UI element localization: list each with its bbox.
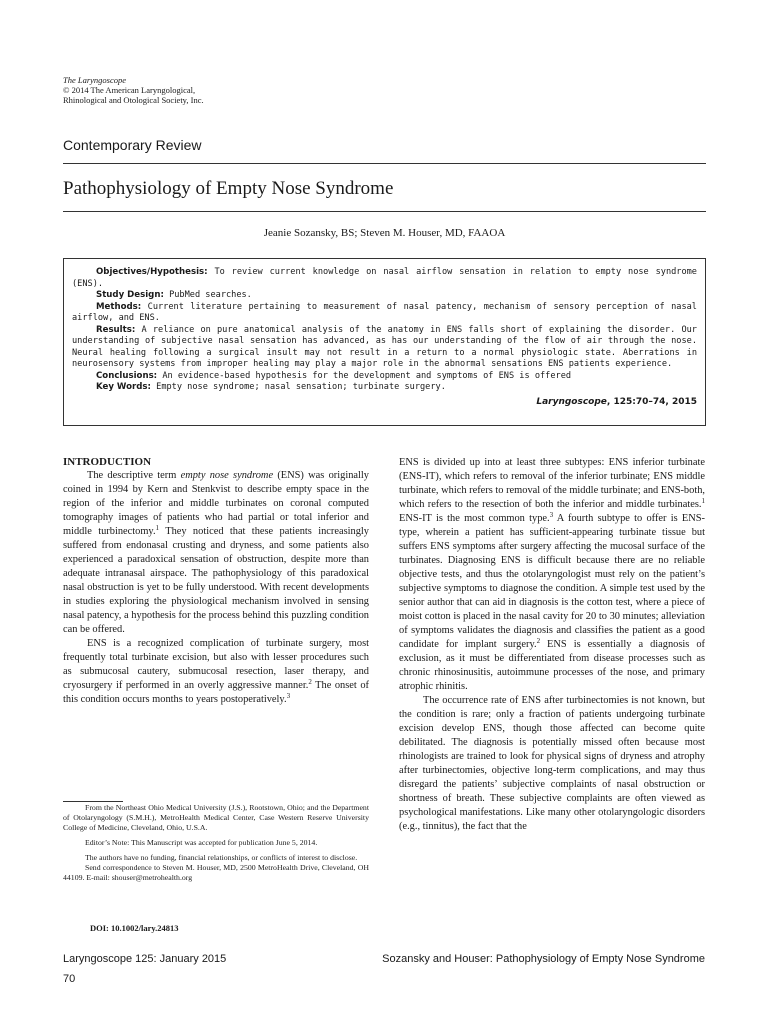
term-emphasis: empty nose syndrome (180, 470, 274, 481)
conclusions-text: An evidence-based hypothesis for the development and symptoms of ENS is offered (162, 370, 572, 381)
left-column (63, 455, 369, 707)
footnote-editor-note: Editor’s Note: This Manuscript was accepted for publication June 5, 2014. (85, 838, 318, 847)
citation-journal: Laryngoscope (536, 396, 607, 407)
keywords-text: Empty nose syndrome; nasal sensation; turbinate surgery. (156, 382, 446, 392)
results-label: Results: (96, 324, 136, 335)
right-column (399, 456, 705, 834)
text-run: ENS-IT is the most common type. (399, 513, 550, 524)
footnote-funding: The authors have no funding, financial relationships, or conflicts of interest to disclose. (85, 853, 358, 862)
author-list: Jeanie Sozansky, BS; Steven M. Houser, MD, FAAOA (263, 227, 506, 239)
keywords-label: Key Words: (96, 382, 151, 392)
intro-paragraph-1 (63, 469, 369, 637)
introduction-heading: INTRODUCTION (63, 456, 152, 468)
article-title: Pathophysiology of Empty Nose Syndrome (63, 178, 394, 199)
text-run: The descriptive term (87, 470, 181, 481)
citation-details: , 125:70–74, 2015 (606, 396, 697, 407)
text-run: They noticed that these patients increasingly suffered from endonasal crusting and dryness, and some patients also experienced a paradoxical sensation of obstruction, despite more than adequate intranasal airspace. The pathophysiology of this paradoxical nasal obstruction is yet to be fully understood. With recent developments in studies exploring the physiological mechanism involved in sensing nasal patency, a hypothesis for the process behind this puzzling condition can be offered. (63, 526, 369, 635)
objectives-label: Objectives/Hypothesis: (96, 267, 208, 277)
conclusions-label: Conclusions: (96, 370, 158, 381)
citation (72, 397, 697, 409)
footer-journal-issue: Laryngoscope 125: January 2015 (63, 953, 227, 965)
reference-marker: 2 (308, 678, 312, 686)
text-run: The onset of this condition occurs months to years postoperatively. (63, 680, 369, 705)
reference-marker: 1 (701, 497, 705, 505)
doi-link[interactable]: DOI: 10.1002/lary.24813 (90, 923, 179, 933)
methods-label: Methods: (96, 301, 142, 312)
results-text: A reliance on pure anatomical analysis of the anatomy in ENS falls short of explaining the disorder. Our understanding of subjective nasal sensation has advanced, as has our understanding of the flow of air through the nose. Neural healing following a surgical insult may not result in a return to a normal physiologic state. Aberrations in neurosensory systems from improper healing may play a major role in the abnormal sensations ENS patients experience. (72, 324, 697, 369)
reference-marker: 2 (536, 637, 541, 645)
reference-marker: 1 (155, 524, 160, 532)
society-line: Rhinological and Otological Society, Inc. (63, 95, 204, 105)
text-run: ENS is divided up into at least three subtypes: ENS inferior turbinate (ENS-IT), which refers to removal of the inferior turbinate; ENS middle turbinate, which refers to removal of the middle turbinate; and ENS-both, which refers to the resection of both the inferior and middle turbinates. (399, 457, 705, 510)
objectives-text: To review current knowledge on nasal airflow sensation in relation to empty nose syndrome (ENS). (72, 267, 697, 289)
page-number: 70 (63, 973, 76, 985)
text-run: ENS is essentially a diagnosis of exclusion, as it must be differentiated from disease processes such as chronic rhinosinusitis, autoimmune processes of the nose, and primary atrophic rhinitis. (399, 639, 705, 692)
text-run: A fourth subtype to offer is ENS-type, wherein a patient has sufficient-appearing turbinate tissue but suffers ENS symptoms after surgery affecting the mucosal surface of the turbinates. Diagnosing ENS is difficult because there are no reliable objective tests, and thus the otolaryngologist must rely on the patient’s subjective symptoms to diagnose the condition. A simple test used by the senior author that can aid in diagnosis is the cotton test, where a piece of moist cotton is placed in the nasal cavity for 20 to 30 minutes; alleviation of symptoms validates the diagnosis and classifies the patient as a good candidate for implant surgery. (399, 513, 705, 650)
intro-paragraph-2 (63, 637, 369, 707)
study-design-text: PubMed searches. (169, 290, 252, 300)
abstract (72, 267, 697, 408)
methods-text: Current literature pertaining to measurement of nasal patency, mechanism of sensory perception of nasal airflow, and ENS. (72, 301, 697, 323)
abstract-box (63, 258, 706, 426)
copyright-line: © 2014 The American Laryngological, (63, 85, 196, 95)
text-run: ENS is a recognized complication of turbinate surgery, most frequently total turbinate excision, but also with lesser procedures such as submucosal cautery, submucosal resection, laser therapy, and cryosurgery if performed in an overly aggressive manner. (63, 638, 369, 691)
footer-running-title: Sozansky and Houser: Pathophysiology of Empty Nose Syndrome (382, 953, 705, 965)
body-paragraph-2: The occurrence rate of ENS after turbinectomies is not known, but the condition is rare; only a fraction of patients undergoing turbinate excision develop ENS, though those affected can become quite debilitated. The diagnosis is potentially missed often because most rhinologists are trained to look for physical signs of dryness and atrophy after turbinectomies, objective long-term complications, and may thus disregard the patients’ subjective complaints of nasal obstruction or shortness of breath. These subjective complaints are often viewed as psychological manifestations. Like many other otolaryngologic disorders (e.g., tinnitus), the fact that the (399, 695, 705, 832)
footnote-correspondence: Send correspondence to Steven M. Houser, MD, 2500 MetroHealth Drive, Cleveland, OH 44109. E-mail: shouser@metrohealth.org (63, 863, 369, 882)
footnote-rule (63, 801, 123, 802)
title-top-rule (63, 163, 706, 164)
journal-name: The Laryngoscope (63, 75, 127, 85)
study-design-label: Study Design: (96, 290, 164, 300)
reference-marker: 3 (286, 692, 291, 700)
section-label: Contemporary Review (63, 137, 202, 153)
title-bottom-rule (63, 211, 706, 212)
footnotes (63, 803, 369, 883)
text-run: (ENS) was originally coined in 1994 by Kern and Stenkvist to describe empty space in the region of the inferior and middle turbinates on coronal computed tomography images of patients who had partial or total inferior and middle turbinectomy. (63, 470, 370, 537)
journal-masthead (63, 75, 204, 105)
reference-marker: 3 (549, 511, 554, 519)
body-paragraph-1 (399, 456, 705, 694)
footnote-affiliation: From the Northeast Ohio Medical University (J.S.), Rootstown, Ohio; and the Department of Otolaryngology (S.M.H.), MetroHealth Medical Center, Case Western Reserve University College of Medicine, Cleveland, Ohio, U.S.A. (63, 803, 369, 832)
